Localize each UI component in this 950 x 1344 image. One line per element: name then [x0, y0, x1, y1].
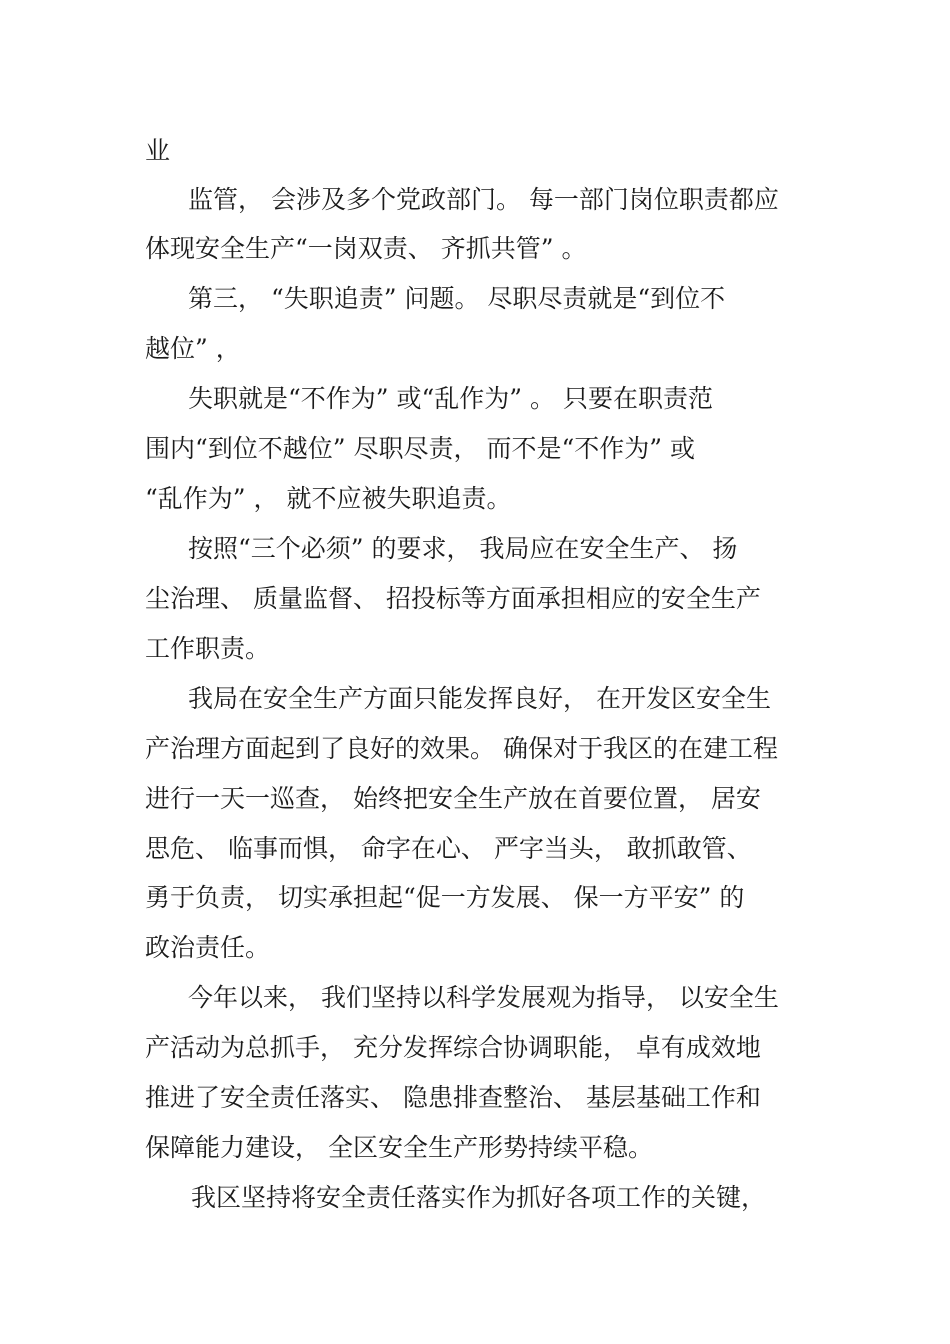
text-line-22: 我区坚持将安全责任落实作为抓好各项工作的关键，	[191, 1183, 767, 1212]
text-line-20: 推进了安全责任落实、 隐患排查整治、 基层基础工作和	[145, 1083, 761, 1112]
text-line-19: 产活动为总抓手， 充分发挥综合协调职能， 卓有成效地	[145, 1033, 761, 1062]
text-line-7: 围内“到位不越位” 尽职尽责， 而不是“不作为” 或	[145, 434, 695, 463]
text-line-14: 进行一天一巡查， 始终把安全生产放在首要位置， 居安	[145, 784, 761, 813]
text-line-5: 越位” ，	[145, 334, 241, 363]
text-line-9: 按照“三个必须” 的要求， 我局应在安全生产、 扬	[188, 534, 738, 563]
text-line-3: 体现安全生产“一岗双责、 齐抓共管” 。	[145, 234, 587, 263]
text-line-21: 保障能力建设， 全区安全生产形势持续平稳。	[145, 1133, 653, 1162]
text-line-18: 今年以来， 我们坚持以科学发展观为指导， 以安全生	[188, 983, 779, 1012]
text-line-11: 工作职责。	[145, 634, 271, 663]
text-line-4: 第三， “失职追责” 问题。 尽职尽责就是“到位不	[188, 284, 726, 313]
text-line-12: 我局在安全生产方面只能发挥良好， 在开发区安全生	[188, 684, 771, 713]
text-line-10: 尘治理、 质量监督、 招投标等方面承担相应的安全生产	[145, 584, 761, 613]
text-line-6: 失职就是“不作为” 或“乱作为” 。 只要在职责范	[188, 384, 713, 413]
text-line-8: “乱作为” ， 就不应被失职追责。	[145, 484, 512, 513]
text-line-15: 思危、 临事而惧， 命字在心、 严字当头， 敢抓敢管、	[145, 834, 752, 863]
text-line-2: 监管， 会涉及多个党政部门。 每一部门岗位职责都应	[188, 185, 779, 214]
text-line-16: 勇于负责， 切实承担起“促一方发展、 保一方平安” 的	[145, 883, 745, 912]
text-line-13: 产治理方面起到了良好的效果。 确保对于我区的在建工程	[145, 734, 778, 763]
text-line-1: 业	[145, 136, 171, 165]
text-line-17: 政治责任。	[145, 933, 271, 962]
